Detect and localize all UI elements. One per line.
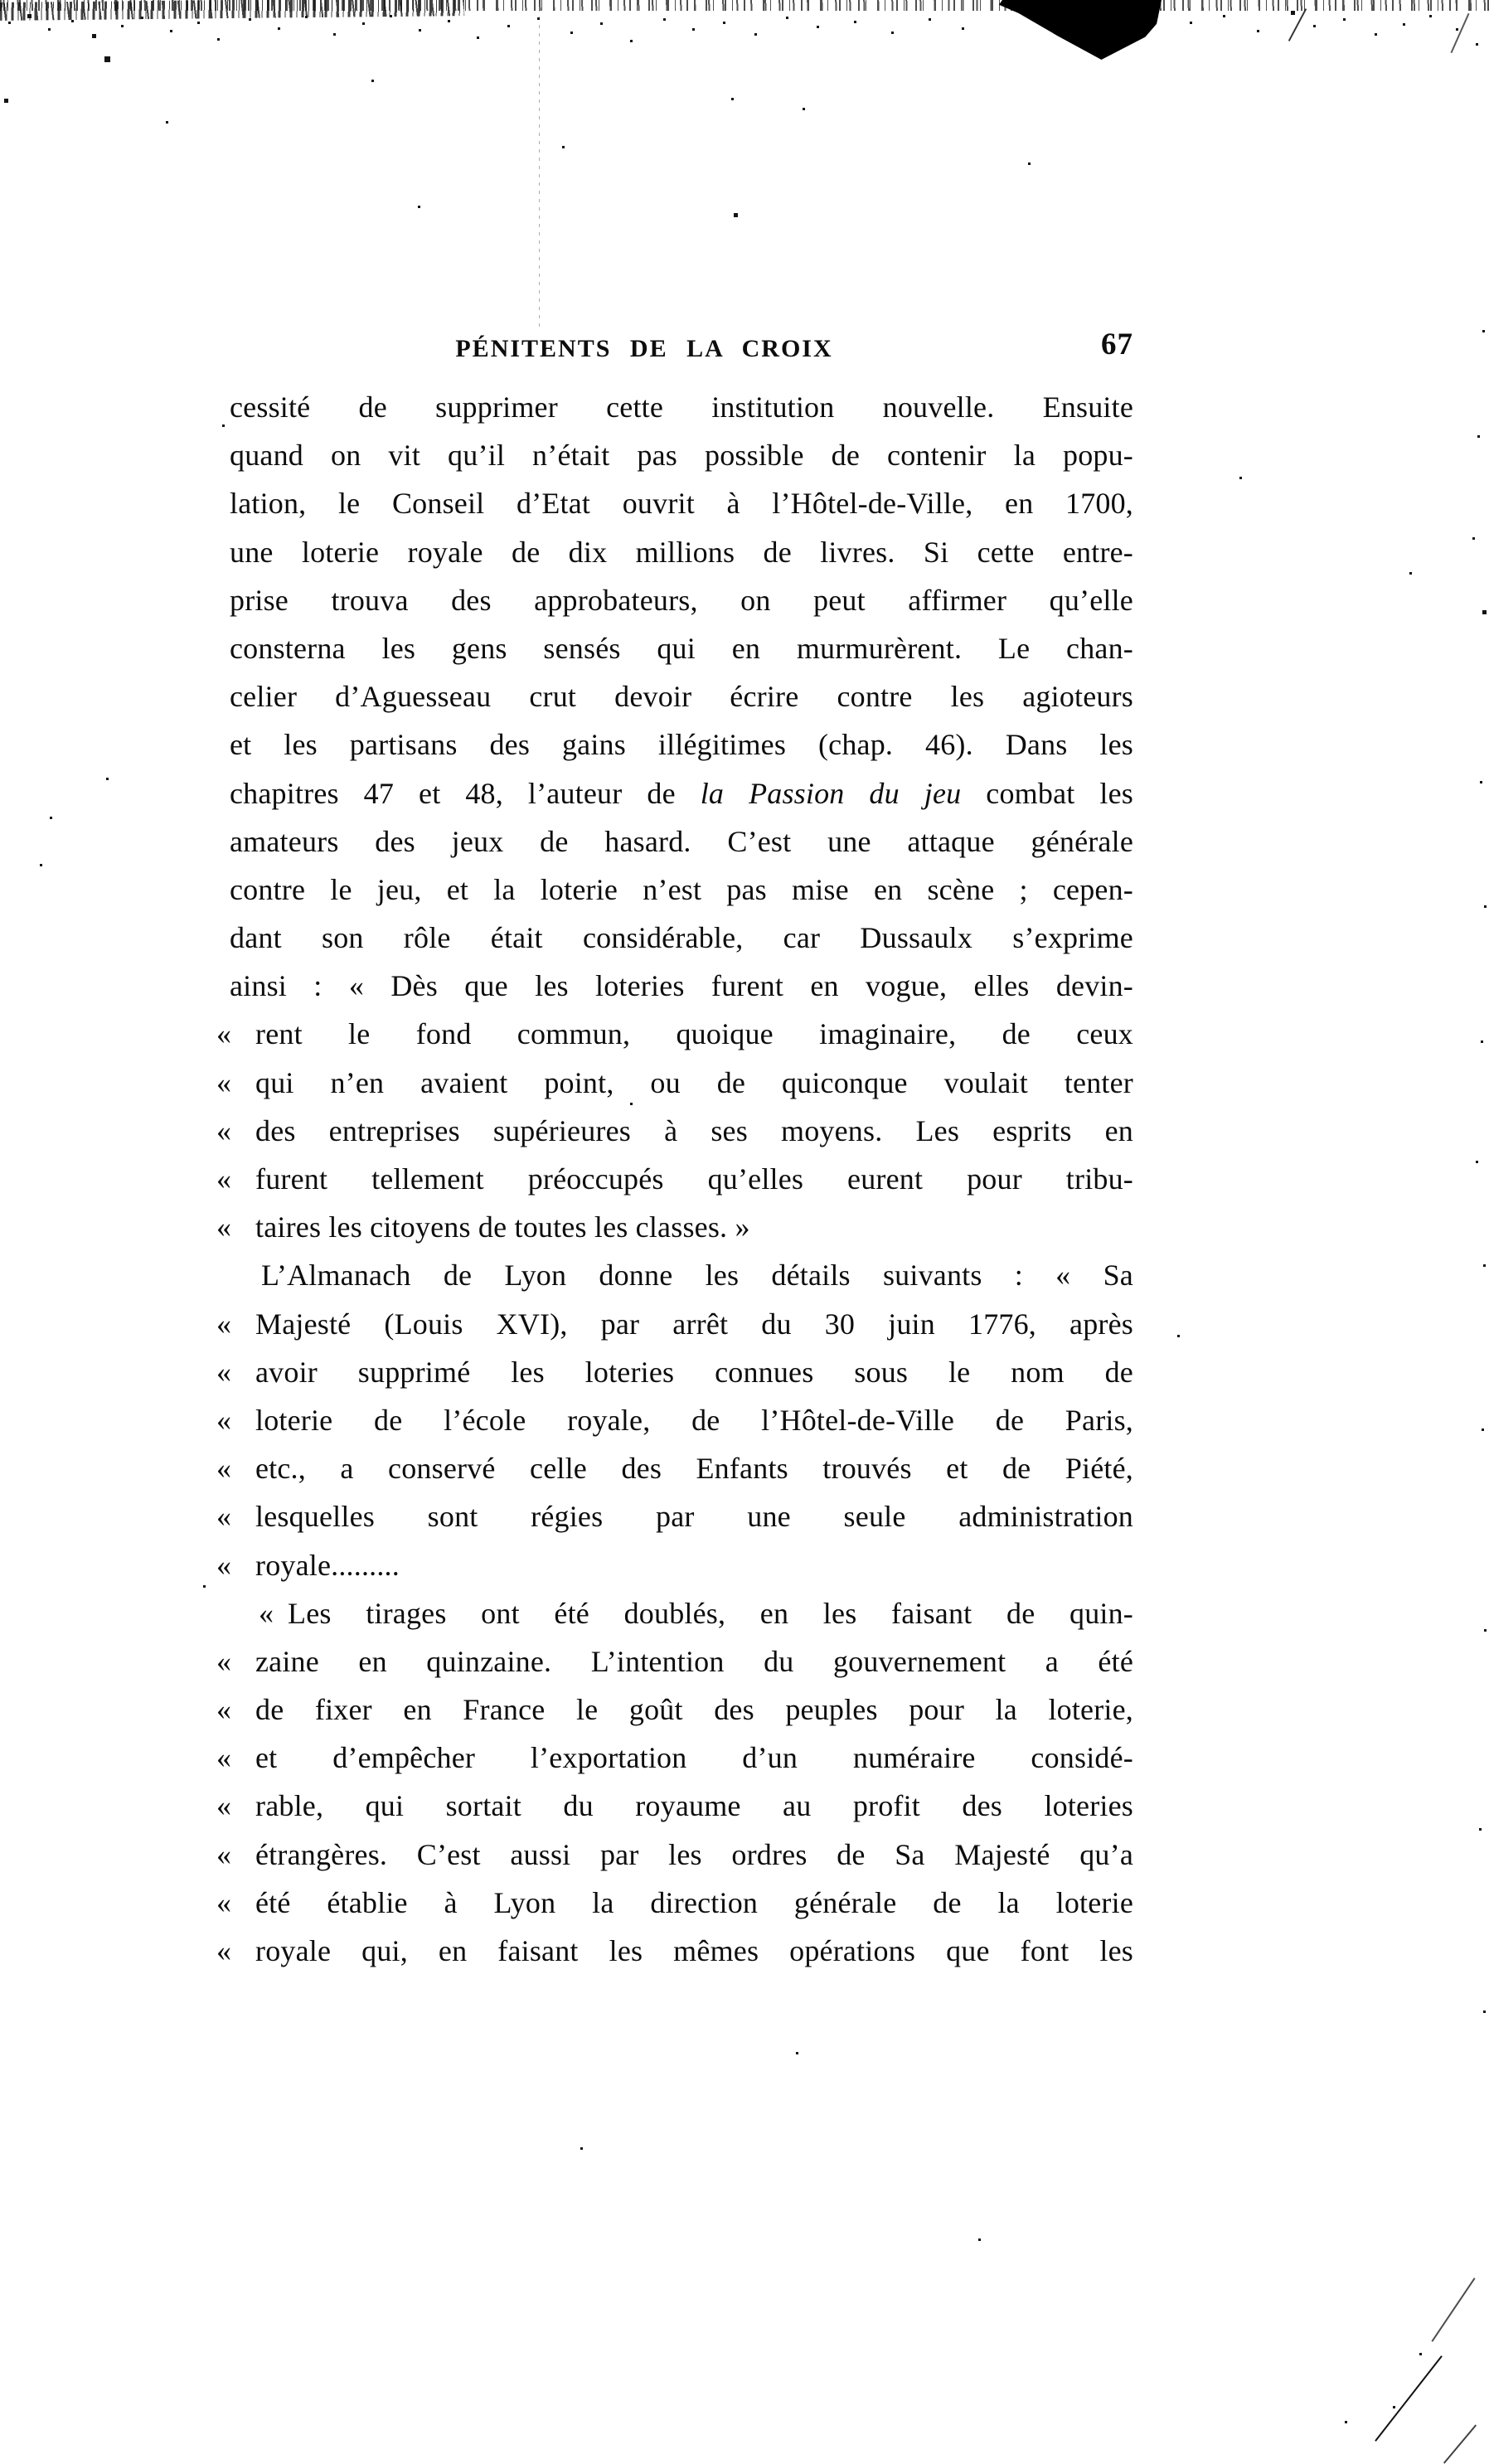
speckle-field-margins bbox=[0, 0, 2, 2]
scratch-mark bbox=[1288, 8, 1307, 41]
open-guillemet-icon: « bbox=[216, 1017, 232, 1051]
line-text: rent le fond commun, quoique imaginaire, de ceux bbox=[255, 1017, 1133, 1051]
text-line bbox=[230, 914, 1133, 962]
text-line bbox=[216, 1300, 1133, 1348]
scratch-mark bbox=[1431, 2277, 1475, 2341]
running-header-title: PÉNITENTS DE LA CROIX bbox=[455, 335, 833, 362]
line-text: combat les bbox=[961, 776, 1134, 810]
text-line bbox=[216, 1155, 1133, 1203]
line-text: des entreprises supérieures à ses moyens. Les esprits en bbox=[255, 1113, 1133, 1147]
text-line bbox=[216, 1203, 1133, 1251]
scratch-mark bbox=[1451, 13, 1470, 53]
text-line bbox=[261, 1251, 1133, 1299]
line-text: contre le jeu, et la loterie n’est pas mise en scène ; cepen- bbox=[230, 872, 1133, 906]
line-text: furent tellement préoccupés qu’elles eurent pour tribu- bbox=[255, 1162, 1133, 1196]
italic-phrase: la Passion du jeu bbox=[700, 776, 962, 810]
line-text: prise trouva des approbateurs, on peut affirmer qu’elle bbox=[230, 583, 1133, 617]
open-guillemet-icon: « bbox=[216, 1162, 232, 1196]
line-text: loterie de l’école royale, de l’Hôtel-de-Ville de Paris, bbox=[255, 1403, 1133, 1437]
open-guillemet-icon: « bbox=[216, 1307, 232, 1341]
line-text: celier d’Aguesseau crut devoir écrire contre les agioteurs bbox=[230, 680, 1133, 714]
open-guillemet-icon: « bbox=[216, 1885, 232, 1919]
open-guillemet-icon: « bbox=[216, 1500, 232, 1534]
text-line bbox=[230, 431, 1133, 479]
text-line bbox=[230, 383, 1133, 431]
line-text: étrangères. C’est aussi par les ordres de Sa Majesté qu’a bbox=[255, 1837, 1133, 1871]
open-guillemet-icon: « bbox=[216, 1210, 232, 1244]
text-line bbox=[216, 1444, 1133, 1492]
text-line bbox=[216, 1686, 1133, 1734]
scratch-mark bbox=[1375, 2355, 1443, 2442]
open-guillemet-icon: « bbox=[259, 1596, 274, 1630]
text-line bbox=[216, 1637, 1133, 1686]
text-line bbox=[216, 1831, 1133, 1879]
open-guillemet-icon: « bbox=[216, 1837, 232, 1871]
text-line bbox=[230, 866, 1133, 914]
top-left-smudge bbox=[0, 0, 464, 21]
text-line bbox=[216, 1010, 1133, 1058]
line-text: ainsi : « Dès que les loteries furent en vogue, elles devin- bbox=[230, 969, 1133, 1003]
text-line bbox=[216, 1541, 1133, 1589]
fold-line bbox=[539, 0, 540, 332]
scratch-mark bbox=[1443, 2424, 1477, 2463]
open-guillemet-icon: « bbox=[216, 1741, 232, 1775]
text-line bbox=[230, 528, 1133, 576]
text-line bbox=[216, 1396, 1133, 1444]
line-text: une loterie royale de dix millions de livres. Si cette entre- bbox=[230, 535, 1133, 569]
open-guillemet-icon: « bbox=[216, 1934, 232, 1967]
open-guillemet-icon: « bbox=[216, 1403, 232, 1437]
line-text: dant son rôle était considérable, car Dussaulx s’exprime bbox=[230, 921, 1133, 955]
line-text: chapitres 47 et 48, l’auteur de bbox=[230, 776, 701, 810]
text-line bbox=[230, 962, 1133, 1010]
open-guillemet-icon: « bbox=[216, 1113, 232, 1147]
line-text: été établie à Lyon la direction générale de la loterie bbox=[255, 1885, 1133, 1919]
line-text: L’Almanach de Lyon donne les détails suivants : « Sa bbox=[261, 1259, 1133, 1293]
line-text: royale......... bbox=[255, 1548, 400, 1582]
line-text: Les tirages ont été doublés, en les faisant de quin- bbox=[288, 1596, 1133, 1630]
line-text: de fixer en France le goût des peuples pour la loterie, bbox=[255, 1693, 1133, 1727]
text-line bbox=[230, 624, 1133, 672]
text-line bbox=[230, 769, 1133, 817]
open-guillemet-icon: « bbox=[216, 1548, 232, 1582]
text-line bbox=[216, 1734, 1133, 1782]
line-text: etc., a conservé celle des Enfants trouvés et de Piété, bbox=[255, 1452, 1133, 1486]
text-line bbox=[259, 1589, 1133, 1637]
line-text: lesquelles sont régies par une seule administration bbox=[255, 1500, 1133, 1534]
text-line bbox=[216, 1107, 1133, 1155]
line-text: avoir supprimé les loteries connues sous le nom de bbox=[255, 1355, 1133, 1389]
text-line bbox=[216, 1782, 1133, 1830]
open-guillemet-icon: « bbox=[216, 1644, 232, 1678]
page-number: 67 bbox=[1101, 327, 1133, 361]
open-guillemet-icon: « bbox=[216, 1693, 232, 1727]
text-line bbox=[216, 1059, 1133, 1107]
line-text: lation, le Conseil d’Etat ouvrit à l’Hôtel-de-Ville, en 1700, bbox=[230, 487, 1133, 521]
ink-blot-triangle bbox=[999, 0, 1162, 60]
line-text: cessité de supprimer cette institution nouvelle. Ensuite bbox=[230, 390, 1133, 424]
line-text: zaine en quinzaine. L’intention du gouvernement a été bbox=[255, 1644, 1133, 1678]
line-text: quand on vit qu’il n’était pas possible de contenir la popu- bbox=[230, 439, 1133, 473]
line-text: amateurs des jeux de hasard. C’est une attaque générale bbox=[230, 824, 1133, 858]
text-line bbox=[230, 479, 1133, 527]
text-line bbox=[216, 1492, 1133, 1540]
line-text: rable, qui sortait du royaume au profit des loteries bbox=[255, 1789, 1133, 1823]
text-line bbox=[230, 672, 1133, 720]
open-guillemet-icon: « bbox=[216, 1789, 232, 1823]
text-block bbox=[216, 383, 1134, 1975]
text-line bbox=[230, 576, 1133, 624]
text-line bbox=[216, 1927, 1133, 1975]
line-text: royale qui, en faisant les mêmes opérations que font les bbox=[255, 1934, 1133, 1967]
open-guillemet-icon: « bbox=[216, 1065, 232, 1099]
line-text: et les partisans des gains illégitimes (chap. 46). Dans les bbox=[230, 728, 1133, 762]
line-text: taires les citoyens de toutes les classes. » bbox=[255, 1210, 750, 1244]
text-line bbox=[216, 1348, 1133, 1396]
text-line bbox=[230, 817, 1133, 866]
open-guillemet-icon: « bbox=[216, 1355, 232, 1389]
line-text: qui n’en avaient point, ou de quiconque voulait tenter bbox=[255, 1065, 1133, 1099]
speckle-field-top bbox=[0, 0, 2, 2]
line-text: Majesté (Louis XVI), par arrêt du 30 juin 1776, après bbox=[255, 1307, 1133, 1341]
top-edge-noise bbox=[0, 0, 1489, 11]
line-text: consterna les gens sensés qui en murmurèrent. Le chan- bbox=[230, 631, 1133, 665]
text-line bbox=[216, 1879, 1133, 1927]
line-text: et d’empêcher l’exportation d’un numéraire considé- bbox=[255, 1741, 1133, 1775]
text-line bbox=[230, 720, 1133, 769]
open-guillemet-icon: « bbox=[216, 1452, 232, 1486]
